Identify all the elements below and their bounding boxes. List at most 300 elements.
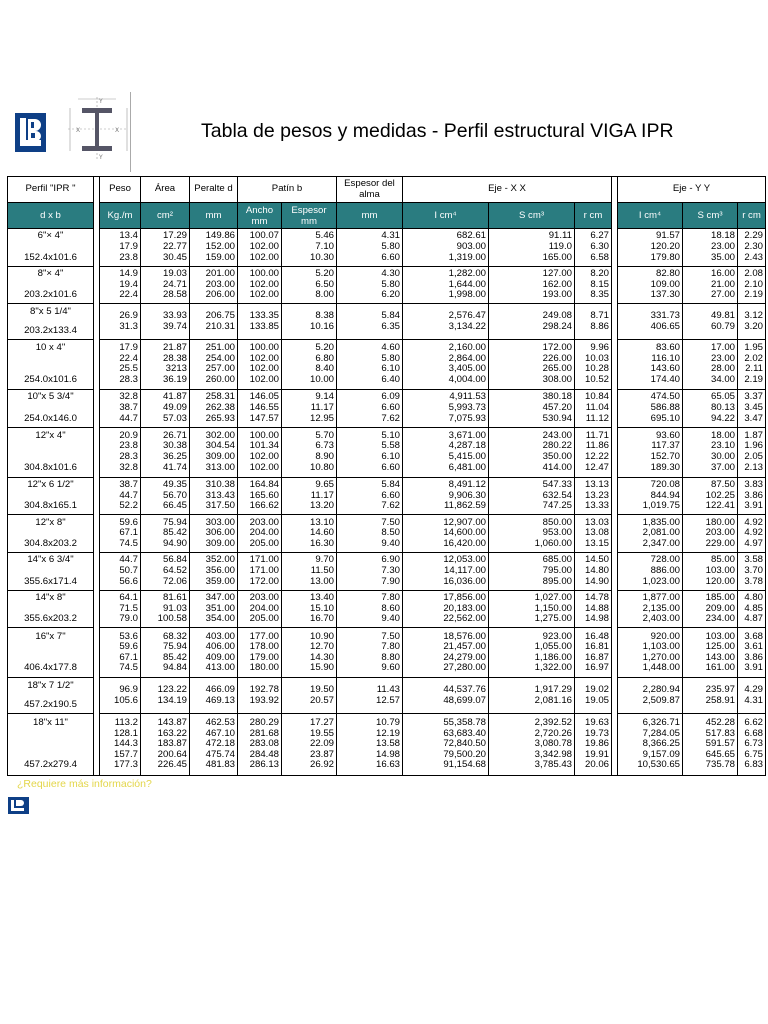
data-cell — [100, 229, 141, 267]
cell-value: 16.87 — [585, 651, 610, 663]
data-cell — [238, 304, 282, 340]
cell-value: 23.00 — [711, 241, 736, 253]
cell-value: 39.74 — [162, 320, 187, 332]
sub-area-unit: cm² — [141, 203, 190, 229]
cell-value: 7,284.05 — [642, 727, 681, 739]
cell-value: 260.00 — [205, 374, 235, 386]
cell-value: 2,160.00 — [448, 342, 486, 354]
cell-value: 3,342.98 — [534, 748, 572, 760]
cell-value: 146.05 — [249, 391, 279, 403]
cell-value: 12,053.00 — [443, 554, 486, 566]
cell-value: 9.70 — [315, 554, 334, 566]
cell-value: 200.64 — [157, 748, 187, 760]
cell-value: 83.60 — [656, 342, 681, 354]
perfil-metric: 203.2x133.4 — [24, 325, 77, 337]
cell-value: 352.00 — [205, 554, 235, 566]
cell-value: 161.00 — [705, 662, 736, 674]
cell-value: 1,019.75 — [642, 500, 681, 512]
data-cell — [618, 678, 683, 714]
data-cell — [282, 477, 337, 515]
cell-value: 71.5 — [119, 602, 138, 614]
cell-value: 16.63 — [375, 759, 400, 771]
cell-value: 1,186.00 — [534, 651, 572, 663]
perfil-cell — [8, 713, 94, 775]
perfil-name: 18"x 11" — [33, 716, 68, 728]
cell-value: 103.00 — [705, 630, 736, 642]
cell-value: 24,279.00 — [443, 651, 486, 663]
data-cell — [282, 678, 337, 714]
cell-value: 100.07 — [249, 230, 279, 242]
data-cell — [738, 229, 766, 267]
data-cell — [282, 266, 337, 304]
company-logo — [15, 113, 46, 152]
cell-value: 63,683.40 — [443, 727, 486, 739]
cell-value: 413.00 — [205, 662, 235, 674]
cell-value: 20.57 — [309, 694, 334, 706]
perfil-metric: 457.2x190.5 — [24, 698, 77, 710]
cell-value: 16.30 — [309, 537, 334, 549]
cell-value: 44.7 — [119, 489, 138, 501]
more-info-link[interactable]: ¿Requiere más información? — [17, 778, 152, 790]
data-cell — [575, 552, 612, 590]
cell-value: 14.80 — [585, 564, 610, 576]
cell-value: 350.00 — [542, 451, 572, 463]
cell-value: 55,358.78 — [443, 716, 486, 728]
cell-value: 87.50 — [711, 478, 736, 490]
cell-value: 172.00 — [249, 575, 279, 587]
cell-value: 60.79 — [711, 320, 736, 332]
cell-value: 27.00 — [711, 289, 736, 301]
cell-value: 133.35 — [249, 310, 279, 322]
cell-value: 8.80 — [381, 651, 400, 663]
data-cell — [738, 304, 766, 340]
cell-value: 102.00 — [249, 374, 279, 386]
cell-value: 27,280.00 — [443, 662, 486, 674]
cell-value: 13.03 — [585, 516, 610, 528]
cell-value: 1,103.00 — [642, 641, 681, 653]
ipr-beam-diagram — [64, 95, 130, 161]
col-eje-yy: Eje - Y Y — [618, 177, 766, 203]
data-cell — [575, 266, 612, 304]
cell-value: 12.57 — [375, 694, 400, 706]
cell-value: 13.23 — [585, 489, 610, 501]
cell-value: 10.00 — [309, 374, 334, 386]
data-cell — [282, 340, 337, 390]
cell-value: 475.74 — [205, 748, 235, 760]
data-cell — [738, 713, 766, 775]
cell-value: 102.00 — [249, 363, 279, 375]
cell-value: 19.55 — [309, 727, 334, 739]
cell-value: 8.40 — [315, 363, 334, 375]
cell-value: 179.00 — [249, 651, 279, 663]
data-cell — [738, 477, 766, 515]
cell-value: 19.03 — [162, 268, 187, 280]
data-cell — [337, 477, 403, 515]
data-cell — [190, 678, 238, 714]
cell-value: 310.38 — [205, 478, 235, 490]
cell-value: 457.20 — [542, 401, 572, 413]
cell-value: 3.45 — [744, 401, 764, 413]
data-cell — [190, 266, 238, 304]
cell-value: 234.00 — [705, 613, 736, 625]
data-cell — [489, 304, 575, 340]
perfil-cell — [8, 477, 94, 515]
cell-value: 7.50 — [381, 516, 400, 528]
data-cell — [618, 340, 683, 390]
cell-value: 94.84 — [162, 662, 187, 674]
cell-value: 4.31 — [381, 230, 400, 242]
cell-value: 923.00 — [542, 630, 572, 642]
cell-value: 177.3 — [113, 759, 138, 771]
cell-value: 14.50 — [585, 554, 610, 566]
cell-value: 4.30 — [381, 268, 400, 280]
cell-value: 11.50 — [310, 564, 334, 576]
table-row — [8, 515, 766, 553]
perfil-metric: 457.2x279.4 — [24, 759, 77, 771]
cell-value: 6.40 — [381, 374, 400, 386]
cell-value: 9,157.09 — [642, 748, 681, 760]
cell-value: 30.00 — [711, 451, 736, 463]
cell-value: 152.70 — [650, 451, 681, 463]
cell-value: 226.00 — [542, 352, 572, 364]
cell-value: 49.81 — [711, 310, 736, 322]
data-cell — [141, 304, 190, 340]
cell-value: 403.00 — [205, 630, 235, 642]
col-eje-xx: Eje - X X — [403, 177, 612, 203]
cell-value: 304.54 — [205, 440, 235, 452]
data-cell — [100, 713, 141, 775]
cell-value: 2.29 — [744, 230, 764, 242]
data-cell — [489, 678, 575, 714]
cell-value: 125.00 — [705, 641, 736, 653]
cell-value: 1,282.00 — [448, 268, 486, 280]
cell-value: 6.27 — [590, 230, 610, 242]
cell-value: 28.3 — [119, 374, 138, 386]
cell-value: 1,027.00 — [534, 592, 572, 604]
perfil-cell — [8, 628, 94, 678]
cell-value: 13.33 — [585, 500, 610, 512]
cell-value: 10,530.65 — [637, 759, 681, 771]
cell-value: 13.40 — [309, 592, 334, 604]
cell-value: 12.95 — [309, 412, 334, 424]
cell-value: 747.25 — [542, 500, 572, 512]
data-cell — [618, 590, 683, 628]
cell-value: 11.17 — [310, 489, 334, 501]
cell-value: 102.25 — [705, 489, 736, 501]
data-cell — [738, 552, 766, 590]
cell-value: 9.60 — [381, 662, 400, 674]
cell-value: 2.30 — [744, 241, 764, 253]
cell-value: 7.62 — [381, 412, 400, 424]
cell-value: 16.00 — [711, 268, 736, 280]
cell-value: 13.13 — [585, 478, 610, 490]
cell-value: 101.34 — [249, 440, 279, 452]
cell-value: 3,785.43 — [534, 759, 572, 771]
data-cell — [575, 304, 612, 340]
cell-value: 309.00 — [205, 451, 235, 463]
cell-value: 56.6 — [119, 575, 138, 587]
col-patin: Patín b — [238, 177, 337, 203]
cell-value: 28.58 — [162, 289, 187, 301]
data-cell — [575, 590, 612, 628]
cell-value: 17,856.00 — [443, 592, 486, 604]
cell-value: 8.38 — [315, 310, 334, 322]
data-cell — [190, 477, 238, 515]
data-cell — [575, 340, 612, 390]
cell-value: 3.12 — [744, 310, 764, 322]
perfil-cell — [8, 515, 94, 553]
cell-value: 85.42 — [162, 527, 187, 539]
data-cell — [618, 229, 683, 267]
cell-value: 10.84 — [585, 391, 610, 403]
perfil-cell — [8, 427, 94, 477]
data-cell — [618, 266, 683, 304]
data-cell — [618, 628, 683, 678]
data-cell — [403, 266, 489, 304]
data-cell — [489, 477, 575, 515]
data-cell — [238, 427, 282, 477]
cell-value: 30.45 — [162, 251, 187, 263]
cell-value: 75.94 — [162, 641, 187, 653]
data-cell — [190, 229, 238, 267]
cell-value: 149.86 — [205, 230, 235, 242]
cell-value: 6,481.00 — [448, 461, 486, 473]
data-cell — [141, 515, 190, 553]
cell-value: 56.84 — [162, 554, 187, 566]
cell-value: 2,081.00 — [642, 527, 681, 539]
data-cell — [100, 552, 141, 590]
data-cell — [337, 304, 403, 340]
data-cell — [489, 515, 575, 553]
cell-value: 6.83 — [744, 759, 764, 771]
data-cell — [403, 628, 489, 678]
cell-value: 171.00 — [249, 564, 279, 576]
data-cell — [683, 515, 738, 553]
cell-value: 13.10 — [309, 516, 334, 528]
cell-value: 117.37 — [651, 440, 681, 452]
data-cell — [337, 229, 403, 267]
cell-value: 257.00 — [205, 363, 235, 375]
cell-value: 2.02 — [744, 352, 764, 364]
data-cell — [683, 340, 738, 390]
cell-value: 3.86 — [744, 489, 764, 501]
cell-value: 4,287.18 — [448, 440, 486, 452]
data-cell — [489, 389, 575, 427]
cell-value: 14.98 — [375, 748, 400, 760]
cell-value: 209.00 — [705, 602, 736, 614]
data-cell — [738, 590, 766, 628]
company-logo-small[interactable] — [8, 797, 29, 814]
cell-value: 6.10 — [381, 451, 400, 463]
data-cell — [618, 389, 683, 427]
data-cell — [190, 590, 238, 628]
cell-value: 735.78 — [705, 759, 736, 771]
data-cell — [238, 590, 282, 628]
cell-value: 286.13 — [249, 759, 279, 771]
cell-value: 203.00 — [249, 592, 279, 604]
cell-value: 2.10 — [744, 278, 764, 290]
cell-value: 10.79 — [375, 716, 400, 728]
cell-value: 59.6 — [119, 641, 138, 653]
cell-value: 13.08 — [585, 527, 610, 539]
data-cell — [337, 515, 403, 553]
cell-value: 100.00 — [249, 342, 279, 354]
cell-value: 8.86 — [590, 320, 610, 332]
cell-value: 12.70 — [309, 641, 334, 653]
data-cell — [489, 628, 575, 678]
cell-value: 67.1 — [119, 527, 138, 539]
data-cell — [190, 515, 238, 553]
data-cell — [190, 713, 238, 775]
cell-value: 2.13 — [744, 461, 764, 473]
cell-value: 100.58 — [157, 613, 187, 625]
cell-value: 4.85 — [744, 602, 764, 614]
cell-value: 33.93 — [162, 310, 187, 322]
cell-value: 165.60 — [249, 489, 279, 501]
cell-value: 10.30 — [309, 251, 334, 263]
cell-value: 119.0 — [548, 241, 572, 253]
perfil-cell — [8, 340, 94, 390]
cell-value: 1,275.00 — [534, 613, 572, 625]
cell-value: 9.96 — [590, 342, 610, 354]
cell-value: 1,448.00 — [642, 662, 681, 674]
cell-value: 1,644.00 — [448, 278, 486, 290]
data-cell — [403, 427, 489, 477]
cell-value: 685.00 — [542, 554, 572, 566]
cell-value: 14.9 — [119, 268, 138, 280]
cell-value: 67.1 — [119, 651, 138, 663]
cell-value: 5.20 — [315, 342, 334, 354]
cell-value: 7.80 — [381, 592, 400, 604]
data-cell — [403, 515, 489, 553]
cell-value: 265.00 — [542, 363, 572, 375]
table-row — [8, 266, 766, 304]
cell-value: 21,457.00 — [443, 641, 486, 653]
cell-value: 953.00 — [542, 527, 572, 539]
cell-value: 100.00 — [249, 268, 279, 280]
cell-value: 14.98 — [585, 613, 610, 625]
cell-value: 414.00 — [542, 461, 572, 473]
cell-value: 2.19 — [744, 374, 764, 386]
cell-value: 179.80 — [650, 251, 681, 263]
cell-value: 2,392.52 — [534, 716, 572, 728]
cell-value: 44.7 — [119, 554, 138, 566]
cell-value: 466.09 — [205, 683, 235, 695]
cell-value: 8,366.25 — [642, 738, 681, 750]
data-cell — [282, 427, 337, 477]
cell-value: 6.90 — [381, 554, 400, 566]
table-row — [8, 477, 766, 515]
cell-value: 3,671.00 — [448, 429, 486, 441]
data-cell — [282, 590, 337, 628]
sub-ancho: Ancho mm — [238, 203, 282, 229]
data-cell — [575, 229, 612, 267]
cell-value: 903.00 — [456, 241, 486, 253]
data-cell — [575, 713, 612, 775]
cell-value: 6.73 — [315, 440, 334, 452]
cell-value: 12.19 — [375, 727, 400, 739]
svg-text:Y: Y — [99, 154, 103, 161]
cell-value: 8.50 — [381, 527, 400, 539]
cell-value: 3.37 — [744, 391, 764, 403]
cell-value: 144.3 — [113, 738, 138, 750]
cell-value: 193.00 — [542, 289, 572, 301]
cell-value: 1,023.00 — [642, 575, 681, 587]
data-cell — [337, 590, 403, 628]
cell-value: 22.4 — [119, 289, 138, 301]
data-cell — [738, 266, 766, 304]
cell-value: 23.8 — [119, 251, 138, 263]
cell-value: 317.50 — [205, 500, 235, 512]
table-row — [8, 628, 766, 678]
table-row — [8, 590, 766, 628]
cell-value: 52.2 — [119, 500, 138, 512]
cell-value: 3.83 — [744, 478, 764, 490]
data-cell — [141, 427, 190, 477]
cell-value: 204.00 — [249, 602, 279, 614]
data-cell — [618, 427, 683, 477]
cell-value: 3,080.78 — [534, 738, 572, 750]
cell-value: 452.28 — [705, 716, 736, 728]
data-cell — [100, 678, 141, 714]
cell-value: 4.80 — [744, 592, 764, 604]
cell-value: 37.00 — [711, 461, 736, 473]
cell-value: 695.10 — [650, 412, 681, 424]
cell-value: 6.10 — [381, 363, 400, 375]
perfil-cell — [8, 229, 94, 267]
perfil-metric: 406.4x177.8 — [24, 662, 77, 674]
cell-value: 205.00 — [249, 537, 279, 549]
cell-value: 163.22 — [157, 727, 187, 739]
cell-value: 795.00 — [542, 564, 572, 576]
cell-value: 14.30 — [309, 651, 334, 663]
cell-value: 17.00 — [711, 342, 736, 354]
cell-value: 2,280.94 — [642, 683, 681, 695]
cell-value: 24.71 — [162, 278, 187, 290]
cell-value: 3.86 — [744, 651, 764, 663]
cell-value: 201.00 — [205, 268, 235, 280]
cell-value: 12.47 — [585, 461, 610, 473]
perfil-name: 8"× 4" — [37, 268, 64, 280]
perfil-metric: 304.8x165.1 — [24, 500, 77, 512]
cell-value: 123.22 — [157, 683, 187, 695]
cell-value: 11.12 — [585, 412, 610, 424]
cell-value: 586.88 — [650, 401, 681, 413]
cell-value: 4.92 — [744, 527, 764, 539]
perfil-metric: 355.6x171.4 — [24, 575, 77, 587]
cell-value: 171.00 — [249, 554, 279, 566]
data-cell — [141, 340, 190, 390]
cell-value: 8.00 — [315, 289, 334, 301]
cell-value: 14,117.00 — [444, 564, 486, 576]
cell-value: 102.00 — [249, 241, 279, 253]
data-cell — [403, 389, 489, 427]
cell-value: 81.61 — [162, 592, 187, 604]
cell-value: 17.9 — [119, 342, 138, 354]
cell-value: 280.22 — [542, 440, 572, 452]
perfil-name: 12"x 6 1/2" — [27, 478, 74, 490]
cell-value: 1,319.00 — [448, 251, 486, 263]
cell-value: 5.84 — [381, 478, 400, 490]
data-cell — [618, 552, 683, 590]
data-cell — [738, 515, 766, 553]
data-cell — [337, 678, 403, 714]
perfil-metric: 152.4x101.6 — [24, 251, 77, 263]
sub-peralte-unit: mm — [190, 203, 238, 229]
cell-value: 17.29 — [162, 230, 187, 242]
data-cell — [403, 304, 489, 340]
cell-value: 19.02 — [585, 683, 610, 695]
